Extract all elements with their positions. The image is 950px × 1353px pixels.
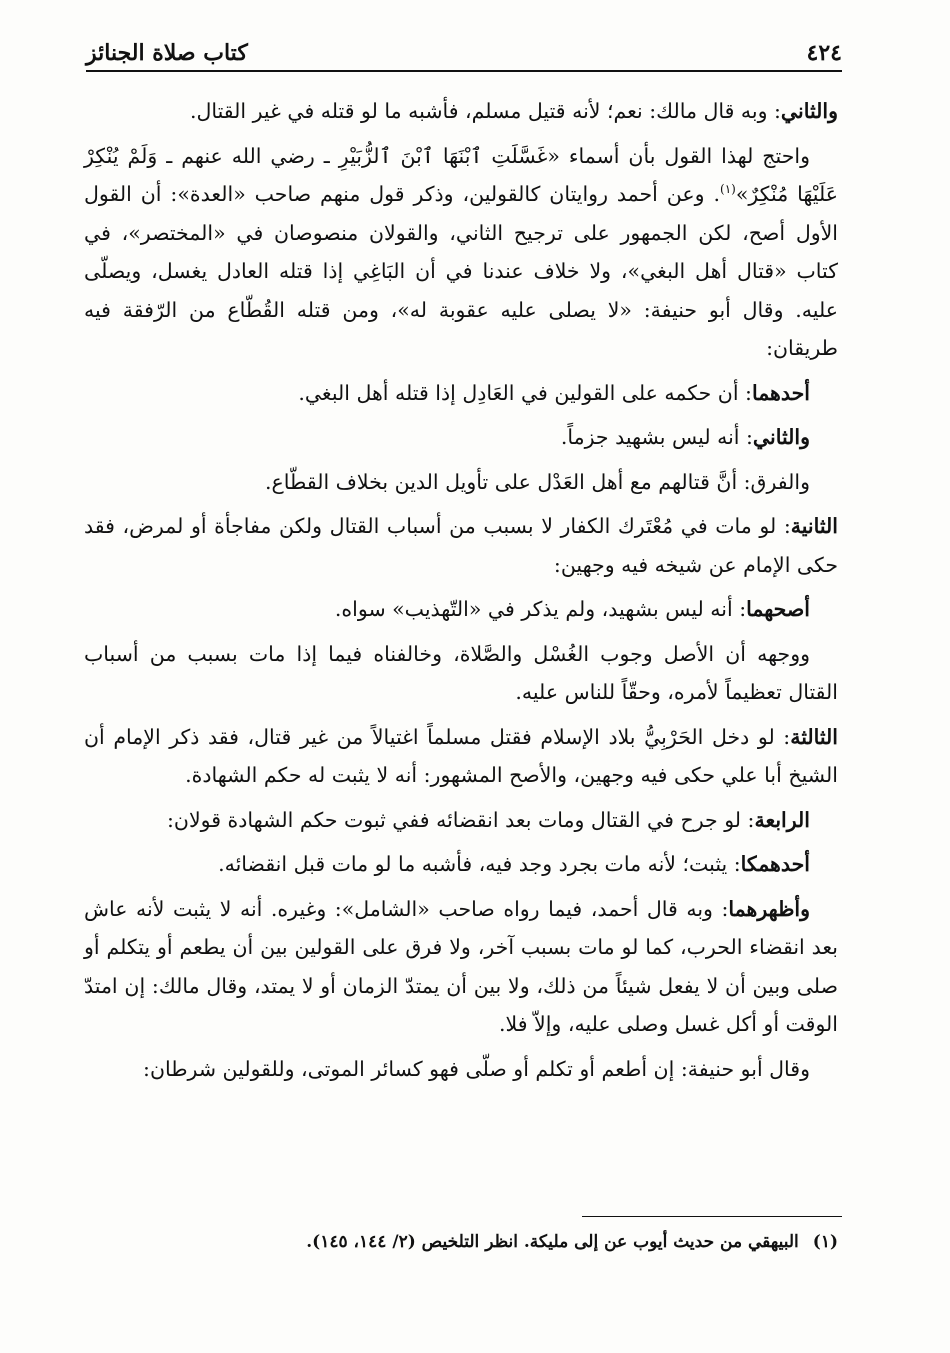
paragraph-text: : لو جرح في القتال ومات بعد انقضائه ففي ثبوت حكم الشهادة قولان: — [166, 807, 755, 832]
paragraph-text: : وبه قال أحمد، فيما رواه صاحب «الشامل»: وغيره. أنه لا يثبت لأنه عاش بعد انقضاء الحرب، كما لو مات بسبب آخر، ولا فرق على القولين بين أن يطعم أو يتكلم أو صلى وبين أن لا يفعل شيئاً من ذلك، ولا بين أن يمتدّ الزمان أو لا يمتد، وقال مالك: إن امتدّ الوقت أو أكل غسل وصلى عليه، وإلاّ فلا. — [84, 896, 838, 1036]
paragraph-label: الثالثة — [790, 724, 838, 749]
paragraph — [84, 1050, 838, 1089]
paragraph-label: والثاني — [752, 425, 810, 449]
paragraph-label: أحدهمكا — [740, 852, 810, 876]
paragraph-text: : لو دخل الحَرْبِيُّ بلاد الإسلام فقتل مسلماً اغتيالاً من غير قتال، فقد ذكر الإمام أن الشيخ أبا علي حكى فيه وجهين، والأصح المشهور: أنه لا يثبت له حكم الشهادة. — [84, 724, 838, 787]
footnote-ref: (١) — [720, 182, 736, 197]
body-text — [84, 92, 838, 1094]
paragraph — [84, 374, 838, 413]
paragraph-text: : يثبت؛ لأنه مات بجرد وجد فيه، فأشبه ما لو مات قبل انقضائه. — [218, 852, 741, 876]
paragraph-text: ووجهه أن الأصل وجوب الغُسْل والصَّلاة، وخالفناه فيما إذا مات بسبب من أسباب القتال تعظيماً لأمره، وحقّاً للناس عليه. — [84, 641, 838, 704]
paragraph-text: : أن حكمه على القولين في العَادِل إذا قتله أهل البغي. — [298, 380, 752, 405]
chapter-title: كتاب صلاة الجنائز — [86, 40, 248, 66]
paragraph — [84, 718, 838, 795]
paragraph — [84, 890, 838, 1044]
paragraph-text: : لو مات في مُعْتَرك الكفار لا بسبب من أسباب القتال ولكن مفاجأة أو لمرض، فقد حكى الإمام عن شيخه فيه وجهين: — [84, 514, 838, 577]
page-header — [86, 30, 842, 72]
footnote-number: (١) — [812, 1232, 838, 1252]
paragraph — [84, 92, 838, 131]
paragraph — [84, 801, 838, 840]
paragraph — [84, 845, 838, 884]
paragraph-text: : أنه ليس بشهيد جزماً. — [560, 425, 753, 449]
paragraph-text-continued: . وعن أحمد روايتان كالقولين، وذكر قول منهم صاحب «العدة»: أن القول الأول أصح، لكن الجمهور على ترجيح الثاني، والقولان منصوصان في «المختصر»، في كتاب «قتال أهل البغي»، ولا خلاف عندنا في أن البَاغِي إذا قتله العادل يغسل، ويصلّى عليه. وقال أبو حنيفة: «لا يصلى عليه عقوبة له»، ومن قتله القُطّاع من الرّفقة فيه طريقان: — [84, 182, 838, 360]
paragraph-text: : وبه قال مالك: نعم؛ لأنه قتيل مسلم، فأشبه ما لو قتله في غير القتال. — [189, 99, 781, 123]
paragraph-text: واحتج لهذا القول بأن أسماء «غَسَّلَتِ ٱبْنَهَا ٱبْنَ ٱلزُّبَيْرِ ـ رضي الله عنهم ـ وَلَمْ يُنْكِرْ عَلَيْهَا مُنْكِرٌ» — [84, 143, 838, 206]
paragraph-label: الرابعة — [754, 807, 810, 832]
paragraph — [84, 507, 838, 584]
paragraph — [84, 137, 838, 368]
paragraph-label: والثاني — [780, 99, 838, 123]
paragraph-label: وأظهرهما — [728, 896, 810, 921]
paragraph-text: : أنه ليس بشهيد، ولم يذكر في «التّهذيب» سواه. — [334, 597, 747, 621]
paragraph — [84, 635, 838, 712]
paragraph-label: أصحهما — [746, 597, 810, 621]
footnote-divider — [582, 1216, 842, 1217]
footnote — [86, 1228, 838, 1256]
paragraph — [84, 590, 838, 629]
paragraph-text: والفرق: أنَّ قتالهم مع أهل العَدْل على تأويل الدين بخلاف القطّاع. — [265, 469, 810, 494]
footnote-text: البيهقي من حديث أيوب عن إلى مليكة. انظر التلخيص (٢/ ١٤٤، ١٤٥). — [306, 1232, 799, 1252]
paragraph-label: أحدهما — [751, 380, 810, 405]
page-number: ٤٢٤ — [806, 40, 842, 66]
paragraph-text: وقال أبو حنيفة: إن أطعم أو تكلم أو صلّى فهو كسائر الموتى، وللقولين شرطان: — [143, 1056, 810, 1081]
paragraph — [84, 418, 838, 457]
paragraph — [84, 463, 838, 502]
paragraph-label: الثانية — [790, 514, 838, 538]
